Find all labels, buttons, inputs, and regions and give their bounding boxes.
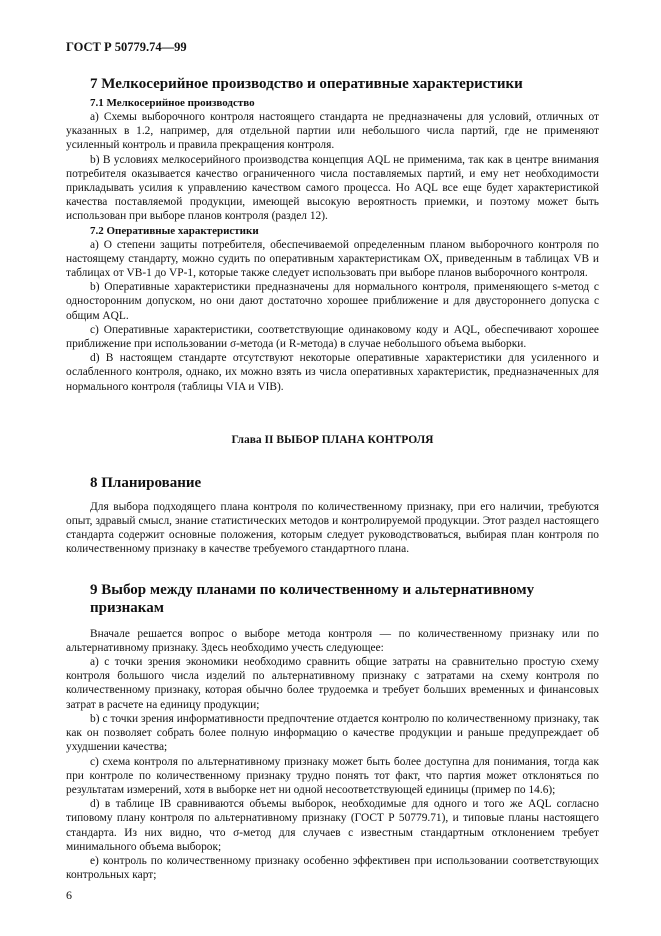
document-code: ГОСТ Р 50779.74—99 [66, 40, 187, 54]
paragraph: а) Схемы выборочного контроля настоящего стандарта не предназначены для условий, отличных от указанных в 1.2, например, для отдельной партии или небольшого числа партий, где не применяют усиленный контроль и правила прекращения контроля. [66, 111, 599, 152]
section-9-title: 9 Выбор между планами по количественному и альтернативному признакам [90, 581, 535, 616]
section-7-title: 7 Мелкосерийное производство и оперативные характеристики [90, 76, 523, 92]
paragraph: c) Оперативные характеристики, соответствующие одинаковому коду и AQL, обеспечивают хорошее приближение при использовании σ-метода (и R-метода) в случае небольшого объема выборки. [66, 323, 599, 351]
paragraph: Вначале решается вопрос о выборе метода контроля — по количественному признаку или по альтернативному признаку. Здесь необходимо учесть следующее: [66, 627, 599, 654]
paragraph: b) Оперативные характеристики предназначены для нормального контроля, применяющего s-метод с односторонним допуском, но они дают достаточно хорошее приближение и для двустороннего допуска с общим AQL. [66, 281, 599, 322]
section-8-title: 8 Планирование [90, 474, 202, 491]
paragraph: b) с точки зрения информативности предпочтение отдается контролю по количественному признаку, так как он позволяет собрать более полную информацию о качестве продукции и раньше предупреждает об ухудшении качества; [66, 712, 599, 754]
paragraph: а) О степени защиты потребителя, обеспечиваемой определенным планом выборочного контроля по настоящему стандарту, можно судить по оперативным характеристикам ОХ, приведенным в таблицах VB и таблицах от VB-1 до VP-1, которые также следует использовать при выборе планов выборочного контроля. [66, 238, 599, 280]
paragraph: а) с точки зрения экономики необходимо сравнить общие затраты на сравнительно простую схему контроля большого числа изделий по альтернативному признаку с затратами на схему контроля по количественному признаку, которая обычно более трудоемка и требует больших временных и финансовых затрат в расчете на единицу продукции; [66, 656, 599, 711]
paragraph: e) контроль по количественному признаку особенно эффективен при использовании соответствующих контрольных карт; [66, 854, 599, 882]
document-page [66, 40, 599, 882]
chapter-title: Глава II ВЫБОР ПЛАНА КОНТРОЛЯ [231, 433, 434, 446]
section-8 [66, 474, 599, 557]
paragraph: d) в таблице IB сравниваются объемы выборок, необходимые для одного и того же AQL согласно типовому плану контроля по альтернативному признаку (ГОСТ Р 50779.71), и типовые планы настоящего стандарта. Из них видно, что σ-метод для случаев с известным стандартным отклонением требует минимального объема выборок; [66, 798, 599, 853]
subsection-7-2-title: 7.2 Оперативные характеристики [90, 224, 259, 237]
paragraph: d) В настоящем стандарте отсутствуют некоторые оперативные характеристики для усиленного и ослабленного контроля, однако, их можно взять из числа оперативных характеристик, предназначенных для нормального контроля (таблицы VIA и VIB). [66, 352, 599, 393]
section-9 [66, 581, 599, 883]
paragraph: b) В условиях мелкосерийного производства концепция AQL не применима, так как в центре внимания потребителя оказывается качество ограниченного числа поставляемых партий, и ему нет необходимости прикладывать усилия к управлению качеством самого процесса. Но AQL все еще будет характеристикой качества поставляемой продукции, имеющей высокую вероятность приемки, и поэтому может быть использован при выборе планов контроля (раздел 12). [66, 153, 599, 223]
paragraph: c) схема контроля по альтернативному признаку может быть более доступна для понимания, тогда как при контроле по количественному признаку трудно понять тот факт, что партия может отклоняться по результатам измерений, хотя в выборке нет ни одной несоответствующей единицы (пример по 14.6); [66, 755, 599, 796]
page-number: 6 [66, 888, 72, 902]
section-7 [66, 75, 599, 394]
subsection-7-1-title: 7.1 Мелкосерийное производство [90, 97, 255, 109]
paragraph: Для выбора подходящего плана контроля по количественному признаку, при его наличии, требуются опыт, здравый смысл, знание статистических методов и контролируемой продукции. Этот раздел настоящего стандарта содержит основные положения, которым следует руководствоваться, выбирая план контроля по количественному признаку в качестве требуемого стандартного плана. [66, 500, 599, 556]
